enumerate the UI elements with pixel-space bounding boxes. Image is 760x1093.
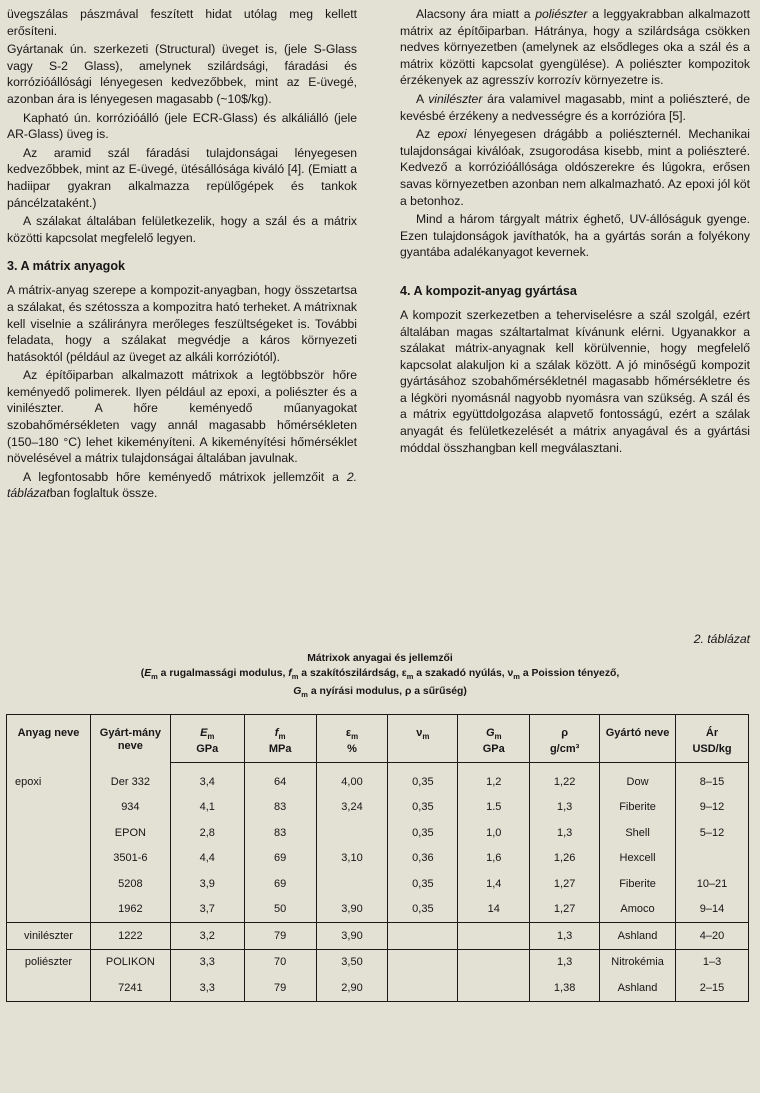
paragraph [400, 126, 750, 209]
cell-em: 3,7 [170, 897, 244, 923]
cell-rho: 1,3 [530, 949, 600, 975]
cell-gm: 1,2 [458, 763, 530, 795]
cell-gyarto: Amoco [600, 897, 676, 923]
header-anyag: Anyag neve [7, 715, 91, 763]
text: Az [416, 127, 438, 142]
unit-eps: % [316, 743, 388, 763]
text: a szakadó nyúlás, ν [413, 668, 514, 679]
cell-nu: 0,35 [388, 795, 458, 821]
cell-gyartmany: POLIKON [90, 949, 170, 975]
cell-rho: 1,26 [530, 846, 600, 872]
header-gyartmany: Gyárt-mány neve [90, 715, 170, 763]
cell-eps: 3,24 [316, 795, 388, 821]
caption-line [0, 666, 760, 684]
table-row [7, 871, 749, 897]
cell-gyartmany: 1962 [90, 897, 170, 923]
cell-rho: 1,3 [530, 820, 600, 846]
cell-ar [676, 846, 749, 872]
cell-ar: 10–21 [676, 871, 749, 897]
table-header-row [7, 715, 749, 744]
cell-em: 3,3 [170, 975, 244, 1001]
cell-gyarto: Shell [600, 820, 676, 846]
caption-title: Mátrixok anyagai és jellemzői [307, 653, 453, 664]
paragraph: Az építőiparban alkalmazott mátrixok a legtöbbször hőre keményedő polimerek. Ilyen például az epoxi, a poliészter és a vinilészter. A hőre keményedő műanyagokat szobahőmérsékleten vagy annál magasabb hőmérsékleten (150–180 °C) lehet kikeményíteni. A kikeményítési hőmérséklet növelésével a mátrix tulajdonságai általában javulnak. [7, 368, 357, 466]
cell-gm [458, 975, 530, 1001]
cell-em: 2,8 [170, 820, 244, 846]
paragraph: Gyártanak ún. szerkezeti (Structural) üveget is, (jele S-Glass vagy S-2 Glass), amelynek szilárdsági, fáradási és korrózióállósági lényegesen kedvezőbbek, mint az E-üvegé, azonban ára is lényegesen magasabb (~10$/kg). [7, 42, 357, 106]
cell-gyartmany: 934 [90, 795, 170, 821]
cell-ar: 9–14 [676, 897, 749, 923]
unit-em: GPa [170, 743, 244, 763]
subscript: m [513, 672, 520, 682]
table-row [7, 820, 749, 846]
cell-gyarto: Fiberite [600, 795, 676, 821]
cell-gyartmany: Der 332 [90, 763, 170, 795]
cell-ar: 5–12 [676, 820, 749, 846]
header-eps [316, 715, 388, 744]
cell-eps: 3,90 [316, 897, 388, 923]
cell-anyag [7, 820, 91, 846]
cell-fm: 69 [244, 846, 316, 872]
cell-gyarto: Hexcell [600, 846, 676, 872]
cell-rho: 1,3 [530, 795, 600, 821]
symbol: G [485, 727, 495, 739]
table-row [7, 923, 749, 950]
cell-em: 4,4 [170, 846, 244, 872]
paragraph: A mátrix-anyag szerepe a kompozit-anyagban, hogy összetartsa a szálakat, és szétossza a kompozitra ható terheket. A mátrixnak kell viselnie a szálirányra merőleges feszültségeket is. További feladata, hogy a szálakat megvédje a káros környezeti hatásoktól (például az üveget az alkáli korróziótól). [7, 283, 357, 364]
cell-nu: 0,35 [388, 820, 458, 846]
cell-gm: 1,6 [458, 846, 530, 872]
cell-nu: 0,35 [388, 763, 458, 795]
subscript: m [151, 672, 158, 682]
table-row [7, 975, 749, 1001]
symbol: f [288, 668, 292, 679]
table-label: 2. táblázat [693, 632, 750, 646]
text: A legfontosabb hőre keményedő mátrixok jellemzőit a [23, 469, 347, 484]
cell-rho: 1,27 [530, 897, 600, 923]
subscript: m [278, 732, 286, 742]
table-row [7, 846, 749, 872]
subscript: m [351, 732, 359, 742]
header-ar: Ár [676, 715, 749, 744]
unit-fm: MPa [244, 743, 316, 763]
cell-em: 3,2 [170, 923, 244, 950]
cell-gyartmany: EPON [90, 820, 170, 846]
paragraph: Az aramid szál fáradási tulajdonságai lényegesen kedvezőbbek, mint az E-üvegé, ütésállósága kiváló [4]. (Emiatt a hadiipar gyakran alkalmazza repülőgépek és tankok páncélzataként.) [7, 145, 357, 210]
cell-gm: 1,4 [458, 871, 530, 897]
cell-gm: 1,0 [458, 820, 530, 846]
cell-fm: 83 [244, 795, 316, 821]
text: a Poission tényező, [519, 668, 620, 679]
cell-rho: 1,22 [530, 763, 600, 795]
paragraph [400, 6, 750, 89]
header-gm [458, 715, 530, 744]
unit-rho: g/cm³ [530, 743, 600, 763]
cell-nu [388, 975, 458, 1001]
cell-rho: 1,3 [530, 923, 600, 950]
paragraph: Mind a három tárgyalt mátrix éghető, UV-állóságuk gyenge. Ezen tulajdonságok javíthatók, ha a gyártás során a folyékony gyantába adalékanyagot kevernek. [400, 212, 750, 260]
subscript: m [301, 690, 308, 700]
cell-gyartmany: 3501-6 [90, 846, 170, 872]
paragraph: Kapható ún. korrózióálló (jele ECR-Glass) és alkáliálló (jele AR-Glass) üveg is. [7, 110, 357, 142]
text: ban foglaltuk össze. [49, 486, 158, 501]
header-em [170, 715, 244, 744]
cell-anyag [7, 871, 91, 897]
cell-eps: 4,00 [316, 763, 388, 795]
section-heading-3: 3. A mátrix anyagok [7, 259, 126, 274]
cell-rho: 1,27 [530, 871, 600, 897]
subscript: m [291, 672, 299, 682]
cell-nu: 0,35 [388, 871, 458, 897]
emphasis: epoxi [437, 127, 467, 142]
table-row [7, 949, 749, 975]
unit-gyarto [600, 743, 676, 763]
text: a rugalmassági modulus, [157, 668, 289, 679]
symbol: ν [416, 727, 423, 739]
cell-anyag [7, 975, 91, 1001]
cell-em: 3,4 [170, 763, 244, 795]
header-fm [244, 715, 316, 744]
paragraph [400, 91, 750, 124]
cell-eps [316, 871, 388, 897]
cell-gm [458, 923, 530, 950]
subscript: m [494, 732, 502, 742]
cell-eps: 2,90 [316, 975, 388, 1001]
text: a nyírási modulus, ρ a sűrűség) [307, 686, 467, 698]
cell-em: 4,1 [170, 795, 244, 821]
cell-nu [388, 949, 458, 975]
cell-nu [388, 923, 458, 950]
text: ára valamivel magasabb, mint a poliészteré, de kevésbé érzékeny a nedvességre és a korrózióra [5]. [400, 91, 750, 123]
subscript: m [422, 732, 430, 742]
cell-eps: 3,50 [316, 949, 388, 975]
section-heading-4: 4. A kompozit-anyag gyártása [400, 283, 577, 298]
table-reference: 2. táblázat [7, 469, 357, 501]
cell-anyag: epoxi [7, 763, 91, 795]
cell-fm: 79 [244, 975, 316, 1001]
cell-anyag [7, 897, 91, 923]
symbol: ε [345, 727, 352, 739]
cell-gyartmany: 1222 [90, 923, 170, 950]
cell-fm: 70 [244, 949, 316, 975]
paragraph: A szálakat általában felületkezelik, hogy a szál és a mátrix közötti kapcsolat megfelelő legyen. [7, 214, 357, 245]
emphasis: poliészter [535, 7, 588, 21]
cell-fm: 50 [244, 897, 316, 923]
table-row [7, 795, 749, 821]
unit-nu [388, 743, 458, 763]
cell-gyarto: Fiberite [600, 871, 676, 897]
cell-gyartmany: 7241 [90, 975, 170, 1001]
cell-eps: 3,90 [316, 923, 388, 950]
symbol: G [293, 686, 302, 698]
cell-ar: 1–3 [676, 949, 749, 975]
text: Alacsony ára miatt a [416, 7, 536, 21]
paragraph: A kompozit szerkezetben a teherviselésre a szál szolgál, ezért általában magas száltartalmat kívánunk elérni. Ugyanakkor a szálakat mátrix-anyagnak kell körülvennie, hogy megfelelő kapcsolat alakuljon ki a szálak között. A jó minőségű kompozit gyártásához szobahőmérsékletnél magasabb hőmérsékletre és a légköri nyomásnál nagyobb nyomásra van szükség. A szál és a mátrix együttdolgozása alapvető fontosságú, ezért a szálak anyagát és felületkezelését a mátrix anyagával és a gyártási móddal összhangban kell megválasztani. [400, 307, 750, 455]
subscript: m [406, 672, 414, 682]
cell-ar: 9–12 [676, 795, 749, 821]
text: lényegesen drágább a poliészternél. Mechanikai tulajdonságai kiválóak, zsugorodása kisebb, mint a poliészteré. Kedvező a korrózióállósága oldószerekre és lúgokra, erősen savas környezetben azonban nem alkalmazható. Az epoxi jól köt a betonhoz. [400, 127, 751, 208]
cell-fm: 69 [244, 871, 316, 897]
text: ( [140, 668, 145, 679]
unit-gm: GPa [458, 743, 530, 763]
table-row [7, 897, 749, 923]
cell-gyarto: Nitrokémia [600, 949, 676, 975]
caption-line [0, 684, 760, 702]
cell-nu: 0,36 [388, 846, 458, 872]
text: a leggyakrabban alkalmazott mátrix az építőiparban. Hátránya, hogy a szilárdsága csökken nedves környezetben (amelynek az elsődleges oka a szál és a mátrix közötti kapcsolat gyengülése). A poliészter kompozitok érzékenyek az agresszív korrozív környezetre is. [400, 7, 750, 88]
cell-ar: 4–20 [676, 923, 749, 950]
unit-ar: USD/kg [676, 743, 749, 763]
cell-ar: 8–15 [676, 763, 749, 795]
subscript: m [207, 732, 215, 742]
emphasis: vinilészter [428, 91, 483, 106]
cell-gm [458, 949, 530, 975]
header-rho: ρ [530, 715, 600, 744]
cell-gyarto: Ashland [600, 975, 676, 1001]
cell-fm: 64 [244, 763, 316, 795]
cell-gyarto: Ashland [600, 923, 676, 950]
text: A [416, 91, 429, 106]
cell-gyarto: Dow [600, 763, 676, 795]
symbol: f [274, 727, 279, 739]
cell-gm: 1.5 [458, 795, 530, 821]
cell-eps [316, 820, 388, 846]
cell-gyartmany: 5208 [90, 871, 170, 897]
cell-anyag [7, 795, 91, 821]
cell-anyag: poliészter [7, 949, 91, 975]
symbol: E [200, 727, 208, 739]
cell-em: 3,9 [170, 871, 244, 897]
symbol: E [144, 668, 152, 679]
cell-nu: 0,35 [388, 897, 458, 923]
cell-anyag: vinilészter [7, 923, 91, 950]
cell-ar: 2–15 [676, 975, 749, 1001]
header-gyarto: Gyártó neve [600, 715, 676, 744]
paragraph [7, 469, 357, 502]
matrix-properties-table [6, 714, 749, 1002]
table-caption [0, 651, 760, 702]
cell-gm: 14 [458, 897, 530, 923]
header-nu [388, 715, 458, 744]
table-row [7, 763, 749, 795]
text: a szakítószilárdság, ε [298, 668, 407, 679]
paragraph: üvegszálas pászmával feszített hidat utólag meg kellett erősíteni. [7, 7, 357, 38]
cell-fm: 79 [244, 923, 316, 950]
cell-em: 3,3 [170, 949, 244, 975]
cell-fm: 83 [244, 820, 316, 846]
cell-rho: 1,38 [530, 975, 600, 1001]
left-column [7, 6, 357, 504]
cell-eps: 3,10 [316, 846, 388, 872]
cell-anyag [7, 846, 91, 872]
right-column [400, 6, 750, 458]
